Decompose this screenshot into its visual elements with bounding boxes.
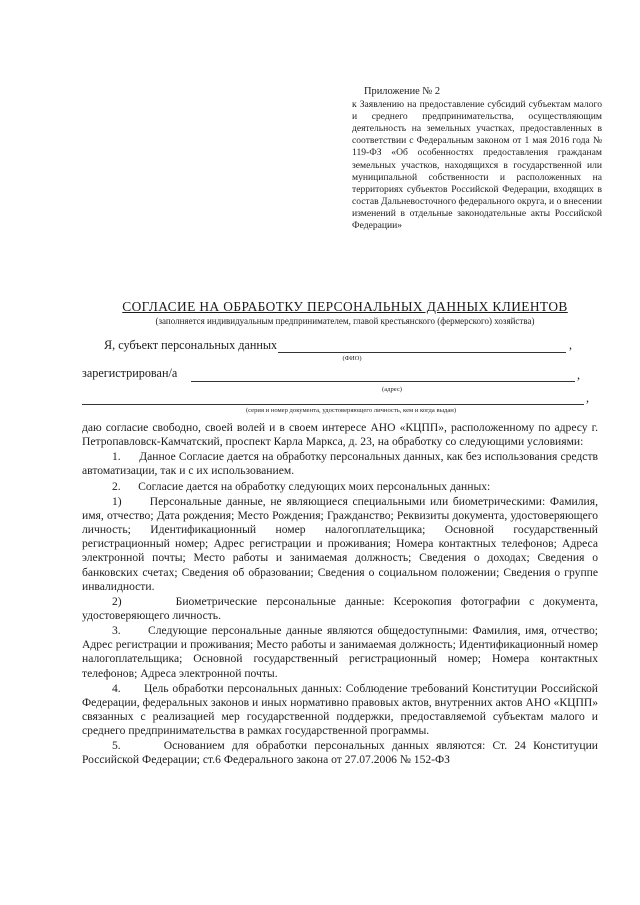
paragraph: 1. Данное Согласие дается на обработку персональных данных, как без использования средств автоматизации, так и с их использованием. — [82, 450, 598, 478]
appendix-heading: Приложение № 2 — [364, 86, 441, 97]
address-caption: (адрес) — [382, 386, 402, 393]
consent-body — [82, 421, 598, 769]
paragraph: 4. Цель обработки персональных данных: Соблюдение требований Конституции Российской Федерации, федеральных законов и иных нормативно правовых актов, внутренних актов АНО «КЦПП» связанных с реализацией мер государственной поддержки, предоставляемой субъектам малого и среднего предпринимательства в рамках государственной программы. — [82, 681, 598, 738]
document-fill-line[interactable] — [82, 404, 584, 405]
address-fill-line[interactable] — [191, 381, 575, 382]
fio-fill-line[interactable] — [278, 352, 566, 353]
appendix-text: к Заявлению на предоставление субсидий субъектам малого и среднего предпринимательства, осуществляющим деятельность на земельных участках, предоставленных в соответствии с Федеральным законом от 1 мая 2016 года № 119-ФЗ «Об особенностях предоставления гражданам земельных участков, находящихся в государственной или муниципальной собственности и расположенных на территориях субъектов Российской Федерации, входящих в состав Дальневосточного федерального округа, и о внесении изменений в отдельные законодательные акты Российской Федерации» — [352, 99, 602, 232]
fio-caption: (ФИО) — [342, 355, 362, 362]
document-subtitle: (заполняется индивидуальным предпринимателем, главой крестьянского (фермерского) хозяйства) — [155, 316, 535, 326]
document-title: СОГЛАСИЕ НА ОБРАБОТКУ ПЕРСОНАЛЬНЫХ ДАННЫХ КЛИЕНТОВ — [122, 299, 568, 314]
paragraph: 2) Биометрические персональные данные: Ксерокопия фотографии с документа, удостоверяющего личность. — [82, 594, 598, 622]
address-comma: , — [577, 368, 581, 382]
paragraph: даю согласие свободно, своей волей и в своем интересе АНО «КЦПП», расположенному по адресу г. Петропавловск-Камчатский, проспект Карла Маркса, д. 23, на обработку со следующими условиями: — [82, 421, 598, 449]
document-comma: , — [586, 391, 590, 405]
subject-label: Я, субъект персональных данных — [104, 338, 278, 352]
paragraph: 1) Персональные данные, не являющиеся специальными или биометрическими: Фамилия, имя, отчество; Дата рождения; Место Рождения; Гражданство; Реквизиты документа, удостоверяющего личность; Идентификационный номер налогоплательщика; Основной государственный регистрационный номер; Адрес регистрации и проживания; Номера контактных телефонов; Адреса электронной почты; Место работы и занимаемая должность; Сведения о доходах; Сведения о банковских счетах; Сведения об образовании; Сведения о социальном положении; Сведения о группе инвалидности. — [82, 495, 598, 593]
paragraph: 2. Согласие дается на обработку следующих моих персональных данных: — [112, 479, 491, 493]
appendix-block — [352, 86, 602, 232]
document-caption: (серия и номер документа, удостоверяющего личность, кем и когда выдан) — [245, 407, 457, 414]
paragraph: 5. Основанием для обработки персональных данных являются: Ст. 24 Конституции Российской Федерации; ст.6 Федерального закона от 27.07.2006 № 152-ФЗ — [82, 739, 598, 767]
fio-comma: , — [569, 338, 573, 352]
registered-label: зарегистрирован/а — [82, 366, 178, 380]
paragraph: 3. Следующие персональные данные являются общедоступными: Фамилия, имя, отчество; Адрес регистрации и проживания; Место работы и занимаемая должность; Идентификационный номер налогоплательщика; Основной государственный регистрационный номер; Номера контактных телефонов; Адреса электронной почты. — [82, 624, 598, 680]
